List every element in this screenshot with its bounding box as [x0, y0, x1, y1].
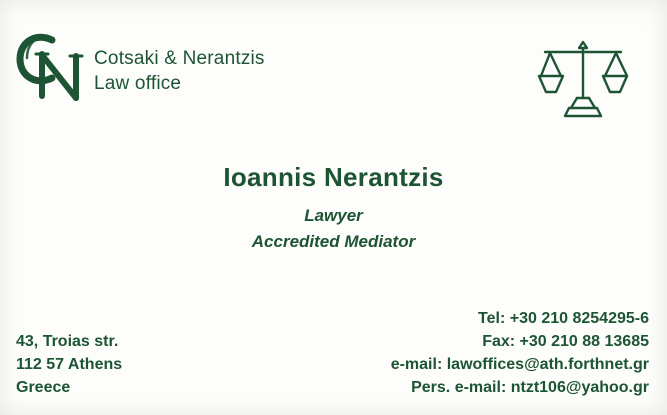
address-country: Greece [16, 379, 71, 396]
firm-name-line1: Cotsaki & Nerantzis [94, 48, 265, 69]
firm-name-line2: Law office [94, 73, 182, 94]
contact-telephone: Tel: +30 210 8254295-6 [478, 310, 649, 327]
address-city: 112 57 Athens [16, 356, 123, 373]
cn-monogram-icon [16, 28, 84, 106]
address-street: 43, Troias str. [16, 333, 119, 350]
contact-email[interactable]: e-mail: lawoffices@ath.forthnet.gr [390, 356, 649, 373]
person-subtitle: Accredited Mediator [251, 232, 416, 251]
contact-fax: Fax: +30 210 88 13685 [482, 333, 649, 350]
address-block [16, 330, 122, 399]
contact-personal-email[interactable]: Pers. e-mail: ntzt106@yahoo.gr [411, 379, 649, 396]
person-title: Lawyer [304, 206, 363, 225]
person-name: Ioannis Nerantzis [223, 162, 444, 192]
firm-name [94, 46, 265, 96]
person-block [0, 162, 667, 255]
contact-block [391, 307, 649, 399]
scales-of-justice-icon [535, 36, 631, 122]
